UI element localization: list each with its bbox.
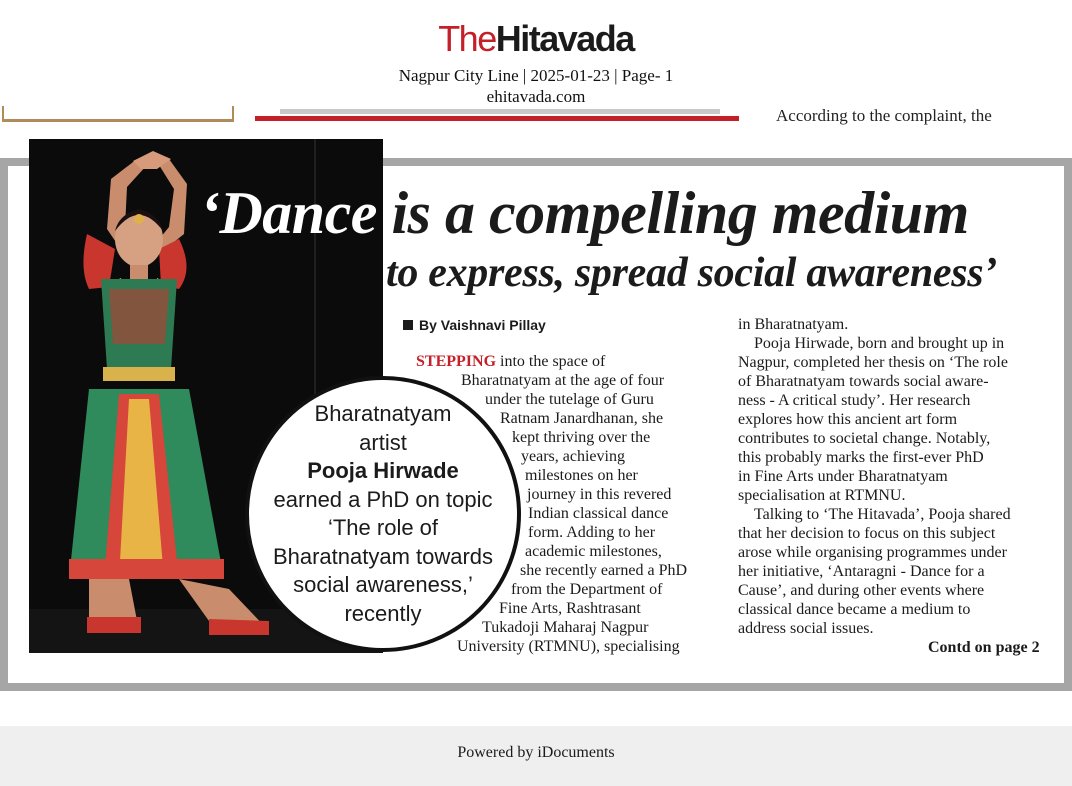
callout-line: social awareness,’ bbox=[293, 572, 473, 597]
column-1-line: Bharatnatyam at the age of four bbox=[461, 372, 665, 389]
callout-line: recently bbox=[344, 600, 422, 626]
column-1-line: journey in this revered bbox=[527, 486, 672, 503]
column-2-line: classical dance became a medium to bbox=[738, 601, 971, 618]
column-2-line: this probably marks the first-ever PhD bbox=[738, 449, 984, 466]
pull-quote-circle bbox=[245, 376, 521, 652]
column-2-line: of Bharatnatyam towards social aware- bbox=[738, 373, 989, 390]
column-1-line: Tukadoji Maharaj Nagpur bbox=[482, 619, 649, 636]
adjacent-article-text: According to the complaint, the bbox=[776, 106, 992, 125]
headline bbox=[200, 178, 969, 248]
callout-line: Bharatnatyam bbox=[314, 401, 452, 426]
kicker: STEPPING bbox=[416, 353, 497, 370]
adjacent-article-border bbox=[2, 106, 234, 122]
column-2-line: Cause’, and during other events where bbox=[738, 582, 985, 599]
byline-square-icon bbox=[403, 320, 413, 330]
logo-name: Hitavada bbox=[495, 18, 634, 59]
column-1-line: form. Adding to her bbox=[528, 524, 656, 541]
column-2-line: in Fine Arts under Bharatnatyam bbox=[738, 468, 948, 485]
column-1-line: academic milestones, bbox=[525, 543, 662, 560]
column-2-line: specialisation at RTMNU. bbox=[738, 487, 906, 504]
column-2-line: that her decision to focus on this subject bbox=[738, 525, 996, 542]
masthead-logo bbox=[0, 18, 1072, 60]
column-1-text: into the space of bbox=[496, 353, 606, 370]
column-1-line: from the Department of bbox=[511, 581, 663, 598]
column-1-line: Fine Arts, Rashtrasant bbox=[499, 600, 641, 617]
column-2-line: contributes to societal change. Notably, bbox=[738, 430, 991, 447]
column-1-line: she recently earned a PhD bbox=[520, 562, 688, 579]
column-2-line: Talking to ‘The Hitavada’, Pooja shared bbox=[754, 506, 1011, 523]
site-link[interactable]: ehitavada.com bbox=[486, 87, 586, 106]
callout-name: Pooja Hirwade bbox=[307, 458, 459, 483]
column-2-line: her initiative, ‘Antaragni - Dance for a bbox=[738, 563, 985, 580]
column-2-line: ness - A critical study’. Her research bbox=[738, 392, 971, 409]
byline bbox=[403, 316, 546, 334]
column-1-line: under the tutelage of Guru bbox=[485, 391, 654, 408]
column-1-line: milestones on her bbox=[525, 467, 638, 484]
adjacent-grey-rule bbox=[280, 109, 720, 114]
column-2-line: Nagpur, completed her thesis on ‘The role bbox=[738, 354, 1008, 371]
column-1-line: years, achieving bbox=[521, 448, 625, 465]
callout-line: ‘The role of bbox=[327, 515, 439, 540]
column-2-line: address social issues. bbox=[738, 620, 874, 637]
callout-line: Bharatnatyam towards bbox=[272, 543, 494, 569]
column-2-line: arose while organising programmes under bbox=[738, 544, 1007, 561]
column-2-line: explores how this ancient art form bbox=[738, 411, 958, 428]
column-1-line: Indian classical dance bbox=[528, 505, 669, 522]
byline-text: By Vaishnavi Pillay bbox=[419, 317, 546, 333]
continued-link[interactable]: Contd on page 2 bbox=[928, 639, 1040, 656]
column-1-line: University (RTMNU), specialising bbox=[457, 638, 680, 655]
logo-the: The bbox=[438, 18, 496, 59]
footer-bar bbox=[0, 726, 1072, 786]
headline-lead: ‘Dance bbox=[200, 180, 377, 246]
callout-line: earned a PhD on topic bbox=[273, 486, 493, 512]
column-2 bbox=[738, 315, 1058, 638]
adjacent-red-rule bbox=[255, 116, 739, 121]
edition-line: Nagpur City Line | 2025-01-23 | Page- 1 bbox=[398, 66, 674, 85]
callout-line: artist bbox=[359, 429, 407, 455]
column-1-line: Ratnam Janardhanan, she bbox=[500, 410, 664, 427]
column-1-line bbox=[416, 352, 605, 371]
newspaper-logo bbox=[0, 18, 1072, 60]
column-1-line: kept thriving over the bbox=[512, 429, 651, 446]
powered-by-link[interactable]: Powered by iDocuments bbox=[457, 744, 615, 761]
subheadline: to express, spread social awareness’ bbox=[386, 250, 998, 296]
headline-rest: is a compelling medium bbox=[376, 180, 969, 246]
column-2-line: Pooja Hirwade, born and brought up in bbox=[754, 335, 1005, 352]
column-2-line: in Bharatnatyam. bbox=[738, 316, 849, 333]
